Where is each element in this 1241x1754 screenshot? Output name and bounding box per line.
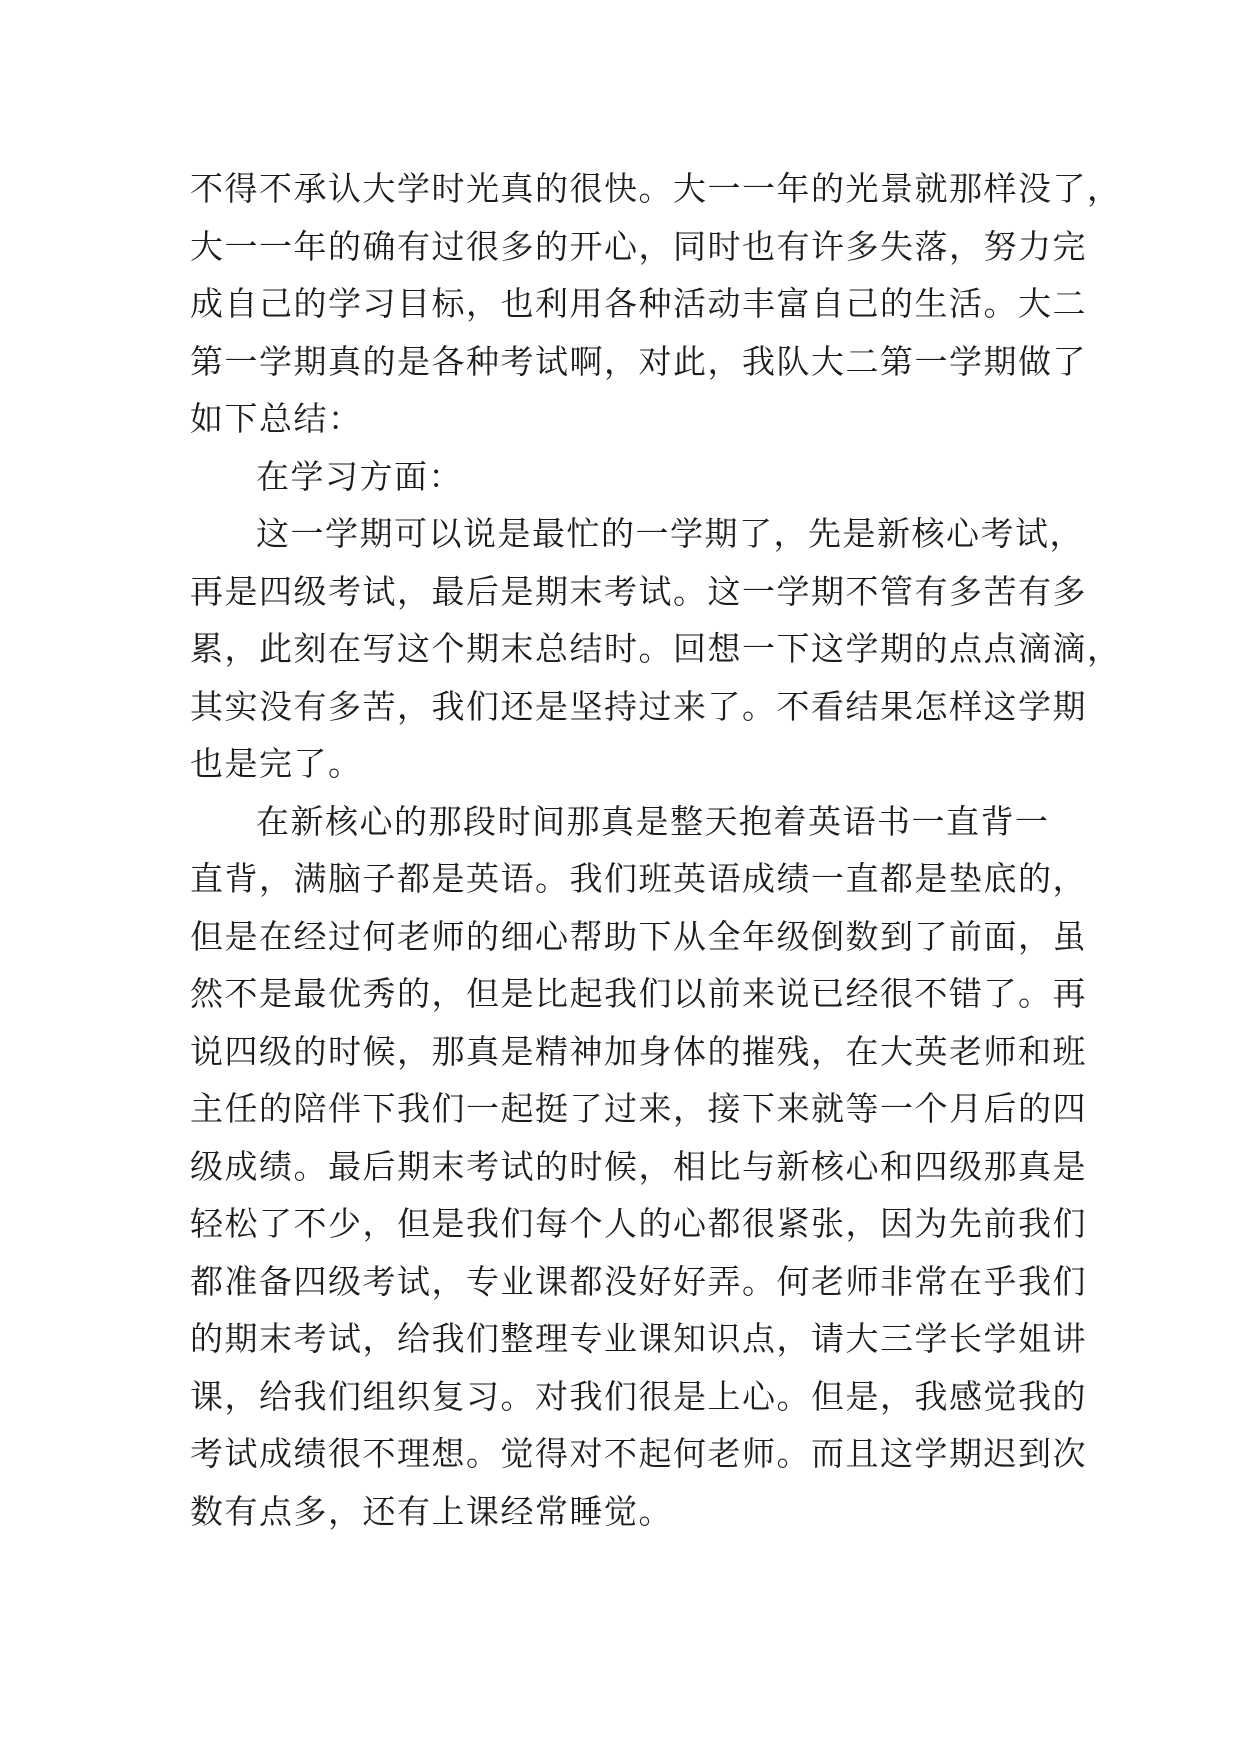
text-line: 说四级的时候，那真是精神加身体的摧残，在大英老师和班: [190, 1031, 1087, 1071]
text-line: 但是在经过何老师的细心帮助下从全年级倒数到了前面，虽: [190, 916, 1087, 956]
text-line: 其实没有多苦，我们还是坚持过来了。不看结果怎样这学期: [190, 686, 1087, 726]
text-line: 都准备四级考试，专业课都没好好弄。何老师非常在乎我们: [190, 1261, 1087, 1301]
text-line: 然不是最优秀的，但是比起我们以前来说已经很不错了。再: [190, 974, 1087, 1013]
text-line: 课，给我们组织复习。对我们很是上心。但是，我感觉我的: [190, 1376, 1087, 1416]
text-line: 累，此刻在写这个期末总结时。回想一下这学期的点点滴滴，: [190, 629, 1122, 668]
text-line: 大一一年的确有过很多的开心，同时也有许多失落，努力完: [190, 226, 1087, 266]
text-line: 在新核心的那段时间那真是整天抱着英语书一直背一: [256, 801, 1050, 841]
paragraph-semester-overview: [190, 505, 1122, 793]
text-line: 级成绩。最后期末考试的时候，相比与新核心和四级那真是: [190, 1146, 1087, 1186]
text-line: 再是四级考试，最后是期末考试。这一学期不管有多苦有多: [190, 571, 1087, 611]
text-line: 也是完了。: [190, 744, 363, 783]
text-line: 成自己的学习目标，也利用各种活动丰富自己的生活。大二: [190, 284, 1087, 323]
text-line: 的期末考试，给我们整理专业课知识点，请大三学长学姐讲: [190, 1319, 1087, 1358]
text-line: 主任的陪伴下我们一起挺了过来，接下来就等一个月后的四: [190, 1089, 1087, 1128]
paragraph-intro: [190, 160, 1122, 448]
section-heading-study: [190, 448, 1090, 506]
text-line: 第一学期真的是各种考试啊，对此，我队大二第一学期做了: [190, 341, 1087, 381]
paragraph-exams-detail: [190, 793, 1090, 1541]
text-line: 不得不承认大学时光真的很快。大一一年的光景就那样没了，: [190, 169, 1122, 208]
text-line: 在学习方面：: [256, 456, 463, 496]
text-line: 直背，满脑子都是英语。我们班英语成绩一直都是垫底的，: [190, 859, 1087, 898]
document-page: [190, 160, 1122, 1540]
text-line: 轻松了不少，但是我们每个人的心都很紧张，因为先前我们: [190, 1204, 1087, 1243]
text-line: 数有点多，还有上课经常睡觉。: [190, 1491, 673, 1531]
text-line: 这一学期可以说是最忙的一学期了，先是新核心考试，: [256, 514, 1084, 553]
text-line: 考试成绩很不理想。觉得对不起何老师。而且这学期迟到次: [190, 1434, 1087, 1473]
text-line: 如下总结：: [190, 399, 363, 438]
